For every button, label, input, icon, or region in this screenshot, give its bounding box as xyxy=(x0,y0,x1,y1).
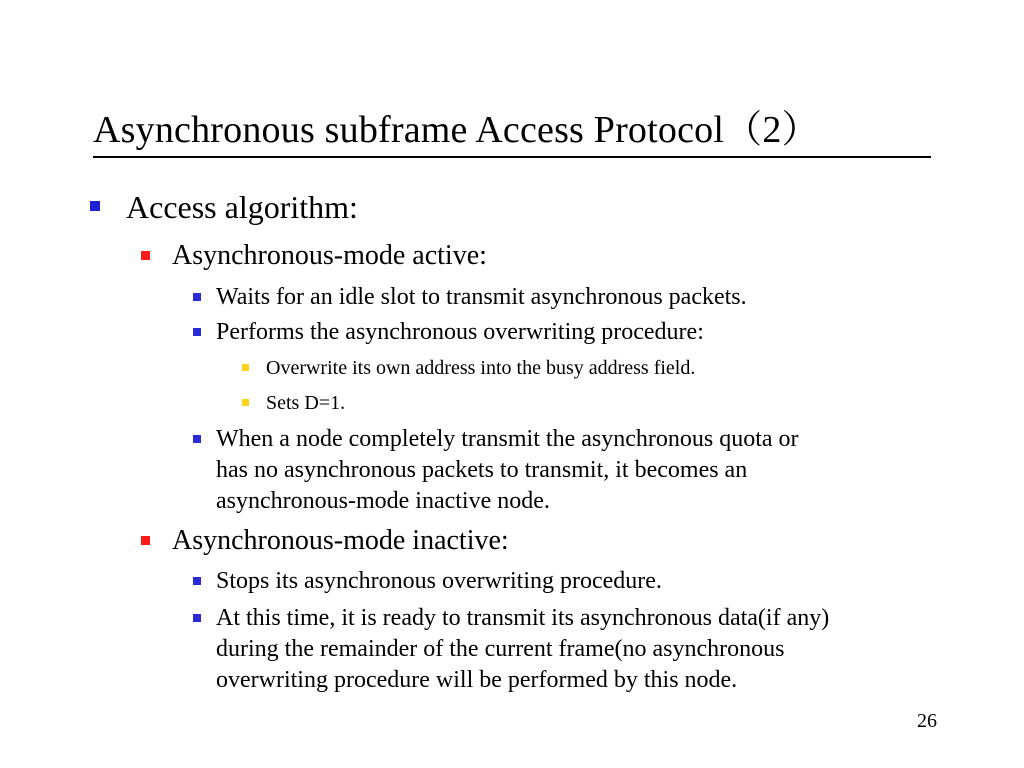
bullet-text: Access algorithm: xyxy=(126,189,358,225)
bullet-square-icon xyxy=(242,364,249,371)
bullet-text-line-3: overwriting procedure will be performed by this node. xyxy=(216,667,738,693)
bullet-square-icon xyxy=(193,293,201,301)
bullet-square-icon xyxy=(141,251,150,260)
bullet-text: Waits for an idle slot to transmit asynchronous packets. xyxy=(216,284,747,310)
bullet-text: Performs the asynchronous overwriting procedure: xyxy=(216,319,704,345)
bullet-text: Asynchronous-mode active: xyxy=(172,240,487,271)
bullet-square-icon xyxy=(193,577,201,585)
title-underline xyxy=(93,156,931,158)
bullet-square-icon xyxy=(193,614,201,622)
bullet-text-line-2: during the remainder of the current frame(no asynchronous xyxy=(216,636,785,662)
bullet-square-icon xyxy=(90,201,100,211)
bullet-square-icon xyxy=(242,399,249,406)
bullet-text-line-3: asynchronous-mode inactive node. xyxy=(216,488,550,514)
bullet-text: Asynchronous-mode inactive: xyxy=(172,525,509,556)
bullet-text: Sets D=1. xyxy=(266,392,346,414)
bullet-text-line-1: At this time, it is ready to transmit its asynchronous data(if any) xyxy=(216,605,830,631)
bullet-square-icon xyxy=(193,435,201,443)
bullet-text: Overwrite its own address into the busy address field. xyxy=(266,357,696,379)
page-number: 26 xyxy=(917,710,937,732)
bullet-text-line-1: When a node completely transmit the asynchronous quota or xyxy=(216,426,799,452)
bullet-square-icon xyxy=(193,328,201,336)
bullet-text: Stops its asynchronous overwriting procedure. xyxy=(216,568,662,594)
slide-title: Asynchronous subframe Access Protocol（2） xyxy=(93,109,820,151)
bullet-text-line-2: has no asynchronous packets to transmit, it becomes an xyxy=(216,457,748,483)
bullet-square-icon xyxy=(141,536,150,545)
